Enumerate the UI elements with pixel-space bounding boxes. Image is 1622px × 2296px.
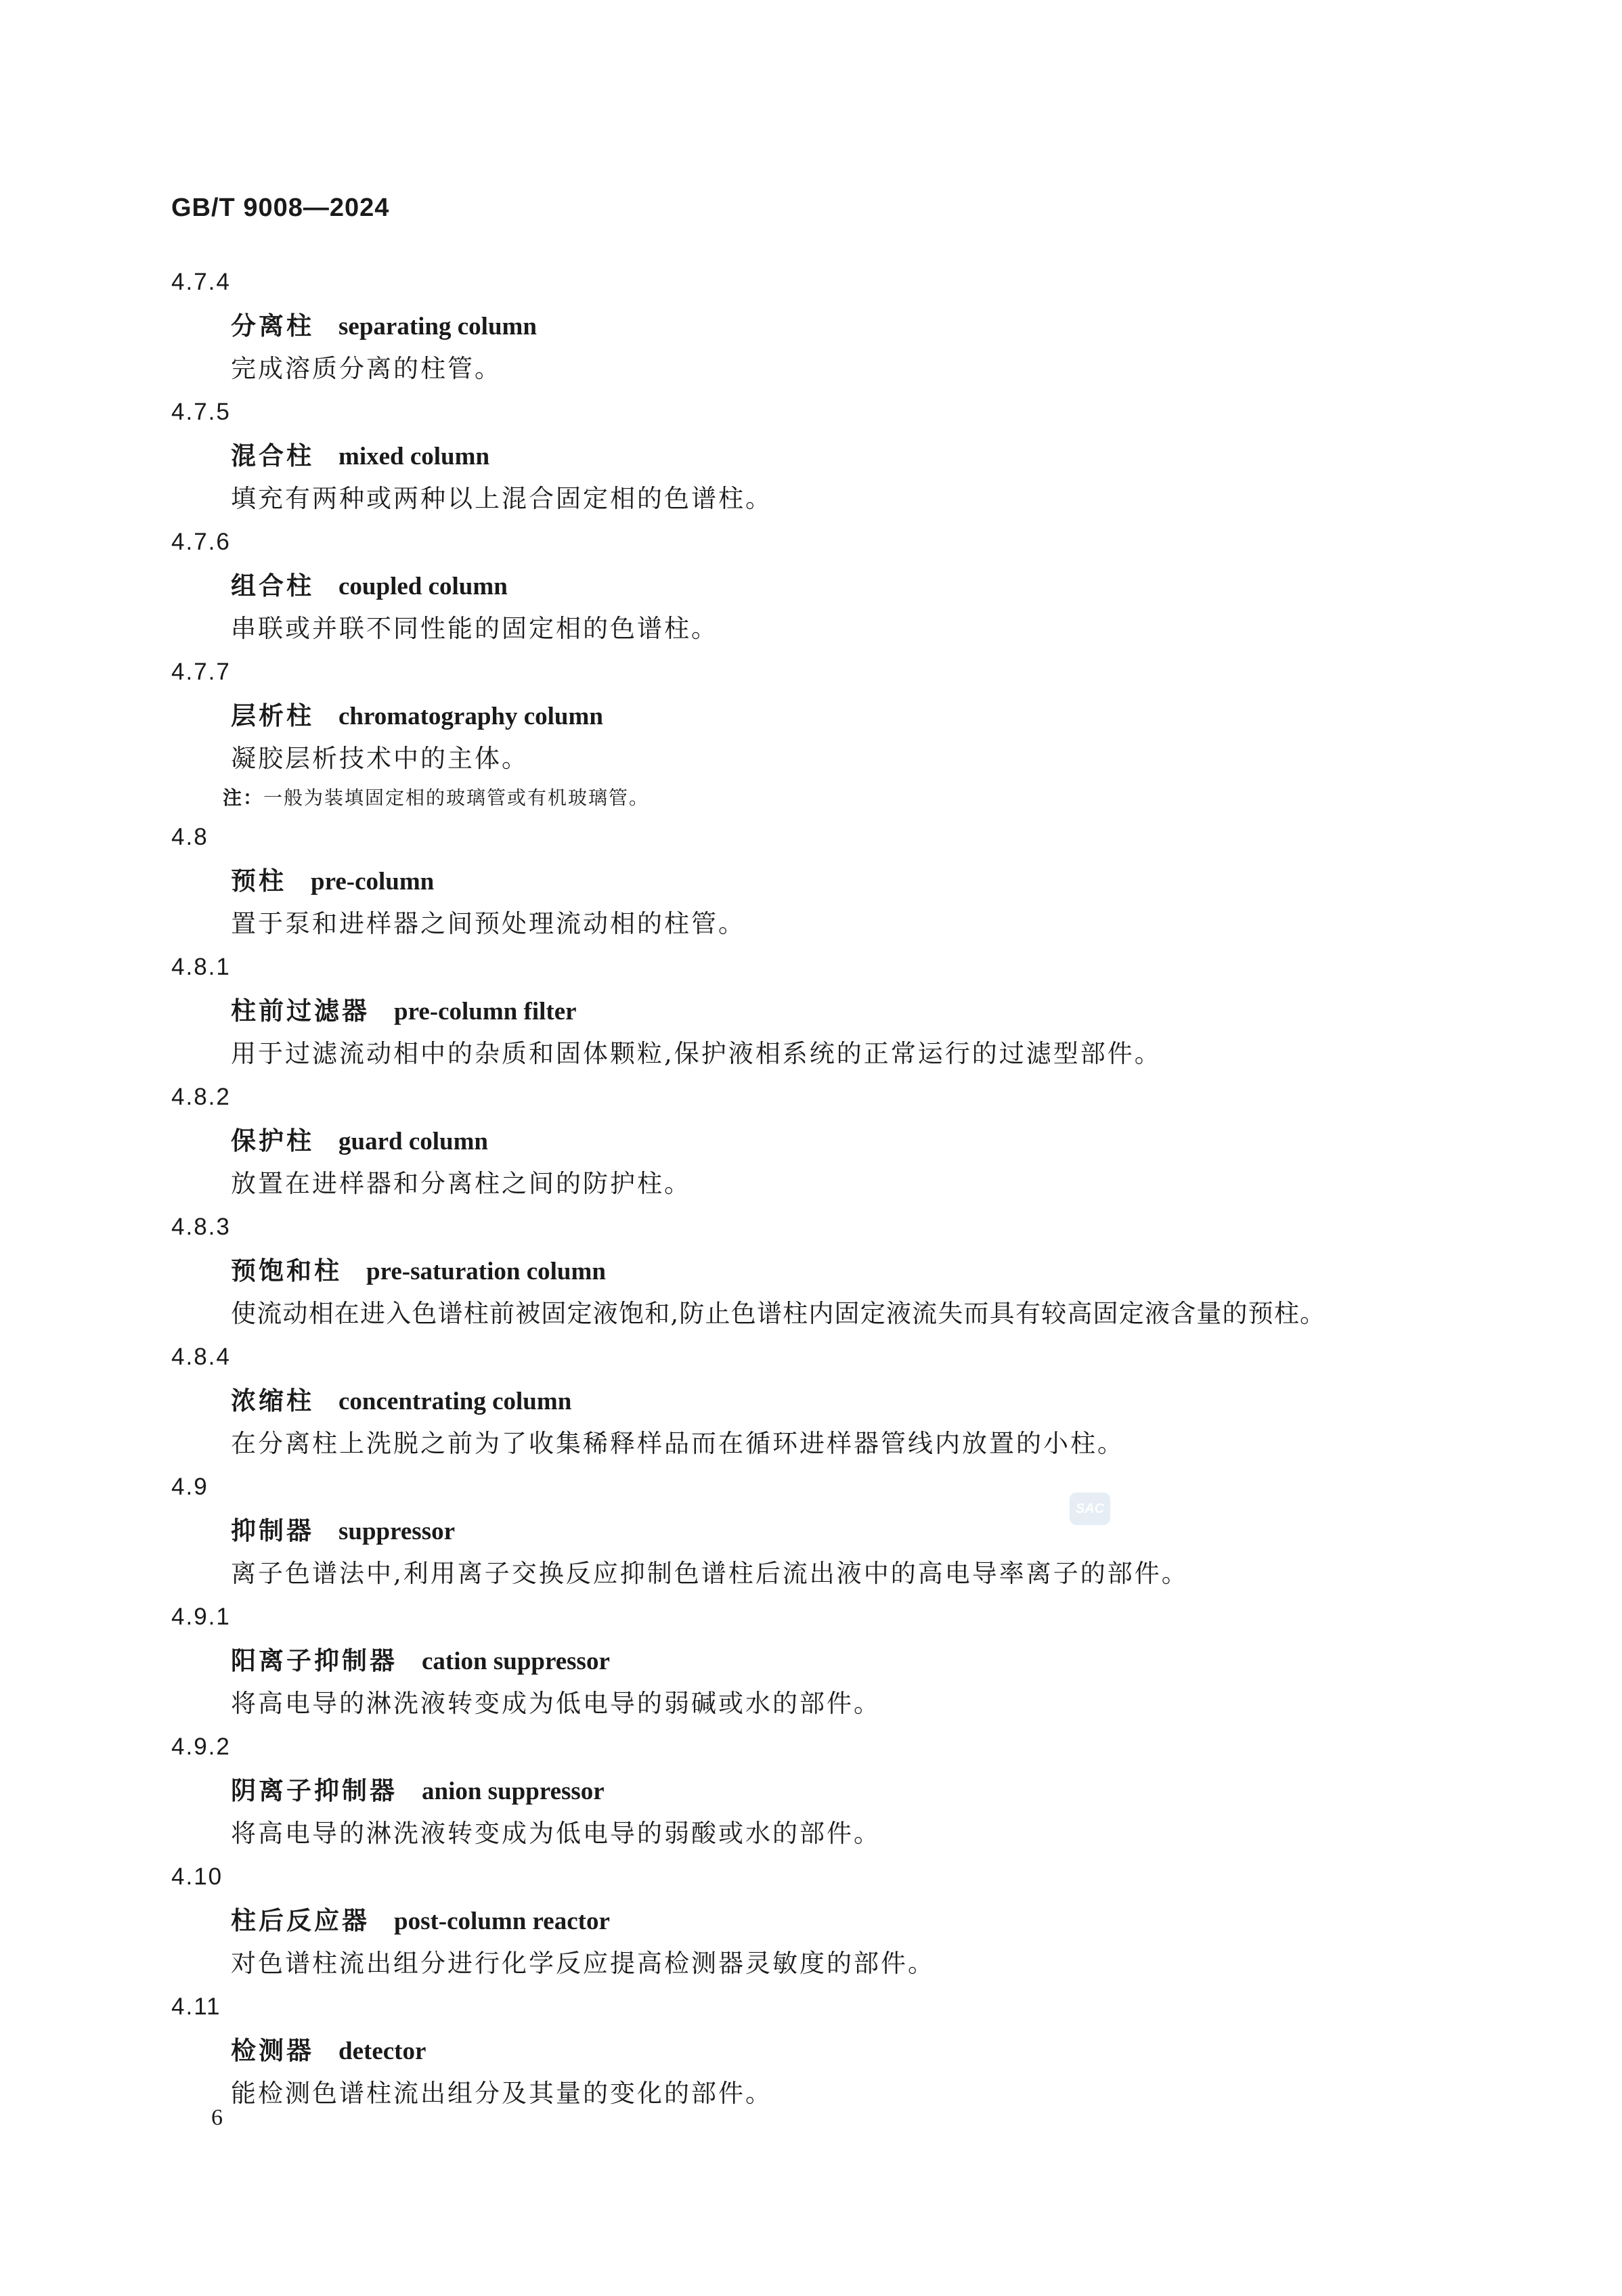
clause-number: 4.7.5: [171, 399, 231, 425]
term-heading: [171, 1899, 1498, 1942]
term-heading: [171, 989, 1498, 1032]
term-en: anion suppressor: [422, 1778, 605, 1805]
term-definition: 使流动相在进入色谱柱前被固定液饱和,防止色谱柱内固定液流失而具有较高固定液含量的预柱。: [231, 1299, 1326, 1328]
term-definition: 填充有两种或两种以上混合固定相的色谱柱。: [231, 484, 772, 513]
term-entry: [171, 521, 1498, 650]
clause-number: 4.7.6: [171, 529, 231, 555]
term-definition: 将高电导的淋洗液转变成为低电导的弱碱或水的部件。: [231, 1689, 881, 1718]
clause-number: 4.8.2: [171, 1084, 231, 1110]
term-heading: [171, 1119, 1498, 1162]
term-entry: [171, 1206, 1498, 1335]
term-definition: 放置在进样器和分离柱之间的防护柱。: [231, 1169, 691, 1198]
clause-number: 4.8.1: [171, 954, 231, 980]
term-list: [171, 261, 1498, 2115]
term-zh: 预饱和柱: [231, 1256, 342, 1285]
term-en: mixed column: [338, 443, 490, 470]
clause-number: 4.9.1: [171, 1604, 231, 1630]
term-definition: 将高电导的淋洗液转变成为低电导的弱酸或水的部件。: [231, 1819, 881, 1848]
clause-number: 4.9.2: [171, 1734, 231, 1760]
term-zh: 分离柱: [231, 311, 314, 340]
term-heading: [171, 1249, 1498, 1292]
term-en: detector: [338, 2037, 426, 2065]
note-label: 注：: [223, 787, 264, 809]
term-zh: 阳离子抑制器: [231, 1646, 397, 1675]
term-heading: [171, 1379, 1498, 1422]
term-entry: [171, 650, 1498, 816]
term-heading: [171, 2029, 1498, 2072]
term-note: [171, 780, 1498, 816]
sac-watermark-logo: SAC: [1070, 1493, 1110, 1525]
term-entry: [171, 1335, 1498, 1465]
term-en: chromatography column: [338, 703, 603, 730]
term-zh: 检测器: [231, 2036, 314, 2065]
term-entry: [171, 1855, 1498, 1985]
term-en: separating column: [338, 313, 537, 340]
term-zh: 柱后反应器: [231, 1906, 370, 1935]
clause-number: 4.8.3: [171, 1214, 231, 1240]
term-definition: 在分离柱上洗脱之前为了收集稀释样品而在循环进样器管线内放置的小柱。: [231, 1429, 1124, 1458]
term-heading: [171, 434, 1498, 477]
term-entry: [171, 1465, 1498, 1595]
term-zh: 预柱: [231, 866, 286, 896]
term-definition: 能检测色谱柱流出组分及其量的变化的部件。: [231, 2079, 772, 2108]
term-en: pre-saturation column: [366, 1258, 606, 1285]
term-zh: 层析柱: [231, 701, 314, 730]
standard-code: GB/T 9008—2024: [171, 194, 390, 222]
clause-number: 4.8.4: [171, 1344, 231, 1370]
clause-number: 4.9: [171, 1474, 209, 1500]
term-definition: 完成溶质分离的柱管。: [231, 354, 502, 383]
term-entry: [171, 1076, 1498, 1206]
term-entry: [171, 946, 1498, 1076]
term-zh: 抑制器: [231, 1516, 314, 1545]
term-zh: 阴离子抑制器: [231, 1776, 397, 1805]
term-definition: 对色谱柱流出组分进行化学反应提高检测器灵敏度的部件。: [231, 1949, 935, 1978]
term-definition: 串联或并联不同性能的固定相的色谱柱。: [231, 614, 718, 643]
term-definition: 离子色谱法中,利用离子交换反应抑制色谱柱后流出液中的高电导率离子的部件。: [231, 1559, 1189, 1588]
term-en: concentrating column: [338, 1388, 572, 1415]
term-zh: 组合柱: [231, 571, 314, 600]
note-text: 一般为装填固定相的玻璃管或有机玻璃管。: [263, 787, 650, 809]
term-entry: [171, 1985, 1498, 2115]
term-en: pre-column filter: [394, 998, 577, 1025]
term-entry: [171, 816, 1498, 946]
term-zh: 混合柱: [231, 441, 314, 470]
term-entry: [171, 261, 1498, 391]
term-heading: [171, 694, 1498, 737]
term-entry: [171, 1595, 1498, 1725]
term-zh: 保护柱: [231, 1126, 314, 1155]
term-heading: [171, 1509, 1498, 1552]
term-heading: [171, 859, 1498, 902]
term-definition: 用于过滤流动相中的杂质和固体颗粒,保护液相系统的正常运行的过滤型部件。: [231, 1039, 1162, 1068]
clause-number: 4.7.7: [171, 659, 231, 685]
clause-number: 4.8: [171, 824, 209, 850]
term-heading: [171, 304, 1498, 347]
term-definition: 置于泵和进样器之间预处理流动相的柱管。: [231, 909, 745, 938]
term-en: cation suppressor: [422, 1648, 610, 1675]
term-definition: 凝胶层析技术中的主体。: [231, 744, 529, 773]
term-entry: [171, 391, 1498, 521]
term-en: suppressor: [338, 1518, 456, 1545]
clause-number: 4.11: [171, 1993, 221, 2020]
clause-number: 4.7.4: [171, 269, 231, 295]
term-heading: [171, 564, 1498, 607]
term-zh: 柱前过滤器: [231, 996, 370, 1025]
term-entry: [171, 1725, 1498, 1855]
term-heading: [171, 1639, 1498, 1682]
clause-number: 4.10: [171, 1863, 223, 1890]
term-en: guard column: [338, 1128, 489, 1155]
page-number: 6: [211, 2105, 223, 2130]
term-en: coupled column: [338, 573, 508, 600]
term-heading: [171, 1769, 1498, 1812]
term-zh: 浓缩柱: [231, 1386, 314, 1415]
term-en: post-column reactor: [394, 1907, 610, 1935]
term-en: pre-column: [311, 868, 435, 896]
